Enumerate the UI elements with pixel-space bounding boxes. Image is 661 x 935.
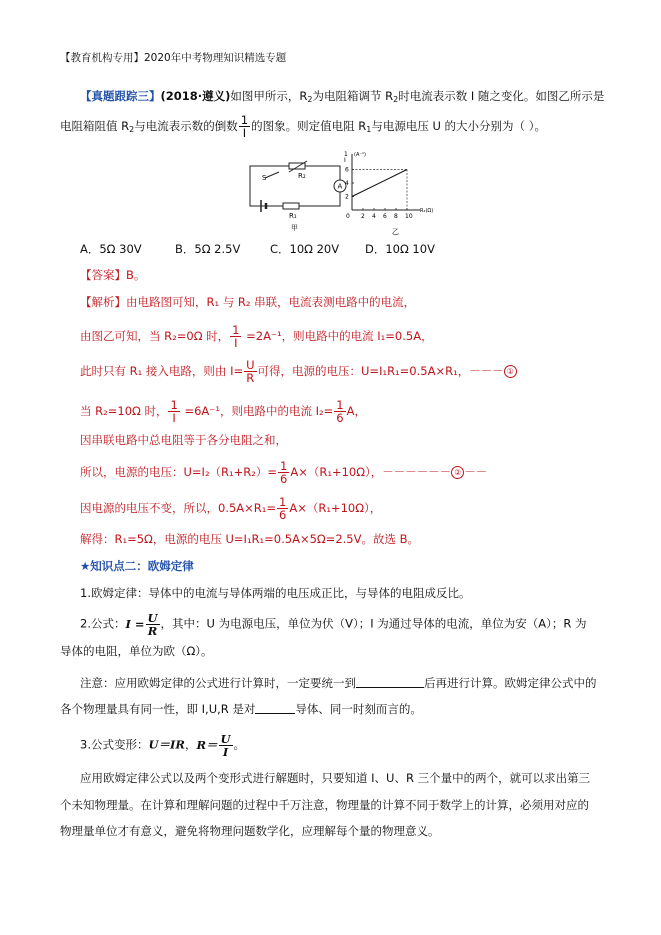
y-axis-unit: (A⁻¹) [354,152,366,158]
x-tick-label-1: 4 [372,213,376,220]
fill-blank-1[interactable] [356,677,424,688]
y-axis-label-den: I [344,157,346,164]
analysis-line-2: 由图乙可知，当 R₂=0Ω 时， $\frac{1}{I}$ =2A⁻¹，则电路中的电流 I₁=0.5A， [80,323,433,351]
analysis-line-7: 因电源的电压不变，所以，0.5A×R₁= $\frac{1}{6}$ A×（R₁+10Ω）， [80,495,382,523]
y-tick-label-2: 6 [345,166,349,174]
analysis-label: 【解析】 [80,295,126,309]
formula-r: R＝ $\frac{U}{I}$ [196,732,231,760]
options-row [80,241,435,257]
page-header: 【教育机构专用】2020年中考物理知识精选专题 [60,52,287,64]
answer-value: B。 [126,268,146,282]
option-a: A．5Ω 30V [80,242,142,256]
answer-line [80,267,145,283]
knowledge-p4: 3.公式变形：U＝IR，R＝ $\frac{U}{I}$ 。 [80,732,246,760]
graph-caption: 乙 [392,228,399,236]
ammeter-label: A [337,182,343,191]
option-c: C．10Ω 20V [270,242,340,256]
question-line-2: 电阻箱阻值 $R_2$与电流表示数的倒数 $\frac{1}{I}$ 的图象。则定值电阻 $R_1$与电源电压 U 的大小分别为（ ）。 [60,113,546,141]
x-tick-label-3: 8 [394,213,398,220]
switch-label: S [262,174,267,182]
y-tick-label-1: 4 [345,180,349,187]
knowledge-p5-line-1: 应用欧姆定律公式以及两个变形式进行解题时，只要知道 I、U、R 三个量中的两个，就可以求出第三 [80,771,591,785]
option-d: D．10Ω 10V [365,242,435,256]
r1-label: R₁ [289,212,297,220]
knowledge-p1: 1.欧姆定律：导体中的电流与导体两端的电压成正比，与导体的电阻成反比。 [80,586,471,600]
equation-mark-2: ② [451,466,464,479]
ohm-formula: I = $\frac{U}{R}$ [125,611,158,639]
analysis-line-3: 此时只有 R₁ 接入电路，则由 I= $\frac{U}{R}$ 可得，电源的电压：U=I₁R₁=0.5A×R₁，－－－ ① [80,359,517,384]
circuit-caption: 甲 [291,224,298,232]
equation-mark-1: ① [504,365,517,378]
knowledge-p2: 2.公式：I = $\frac{U}{R}$ ，其中：U 为电源电压，单位为伏（V）；I 为通过导体的电流，单位为安（A）；R 为 [80,611,587,639]
x-tick-label-4: 10 [405,213,413,220]
graph-chart [337,148,450,240]
knowledge-title: ★知识点二：欧姆定律 [80,559,194,573]
question-tag: 【真题跟踪三】 [80,89,161,103]
series-line [352,170,407,197]
knowledge-p5-line-2: 个未知物理量。在计算和理解问题的过程中千万注意，物理量的计算不同于数学上的计算，必须用对应的 [60,798,589,812]
x-axis-label: R₂(Ω) [420,208,434,214]
x-tick-label-2: 6 [383,213,387,220]
knowledge-p5-line-3: 物理量单位才有意义，避免将物理问题数学化，应理解每个量的物理意义。 [60,824,440,838]
option-b: B．5Ω 2.5V [175,242,241,256]
x-tick-label-0: 2 [361,213,365,220]
question-source: (2018·遵义) [160,89,231,103]
analysis-line-1: 【解析】由电路图可知，R₁ 与 R₂ 串联，电流表测电路中的电流， [80,295,416,309]
circuit-diagram [245,160,355,235]
knowledge-p3-cont: 各个物理量具有同一性，即 I,U,R 是对 导体、同一时刻而言的。 [60,702,422,716]
reciprocal-fraction: $\frac{1}{I}$ [240,113,249,141]
origin-label: 0 [346,213,350,220]
analysis-line-6: 所以，电源的电压：U=I₂（R₁+R₂）= $\frac{1}{6}$ A×（R₁+10Ω），－－－－－－ ② －－ [80,459,488,487]
y-axis-label-num: 1 [344,151,348,158]
knowledge-p3: 注意：应用欧姆定律的公式进行计算时，一定要统一到 后再进行计算。欧姆定律公式中的 [80,676,597,690]
answer-label: 【答案】 [80,268,126,282]
fill-blank-2[interactable] [255,703,295,714]
analysis-line-8: 解得：R₁=5Ω，电源的电压 U=I₁R₁=0.5A×5Ω=2.5V。故选 B。 [80,532,420,546]
knowledge-p2-cont: 导体的电阻，单位为欧（Ω）。 [60,644,213,658]
r2-label: R₂ [298,172,306,180]
analysis-line-4: 当 R₂=10Ω 时， $\frac{1}{I}$ =6A⁻¹，则电路中的电流 I₂= $\frac{1}{6}$ A， [80,398,366,426]
y-tick-label-0: 2 [345,193,349,201]
analysis-line-5: 因串联电路中总电阻等于各分电阻之和， [80,433,287,447]
formula-u: U＝IR [148,737,185,752]
question-line-1: 【真题跟踪三】(2018·遵义)如图甲所示，$R_2$为电阻箱调节 $R_2$时电流表示数 I 随之变化。如图乙所示是 [80,89,605,104]
